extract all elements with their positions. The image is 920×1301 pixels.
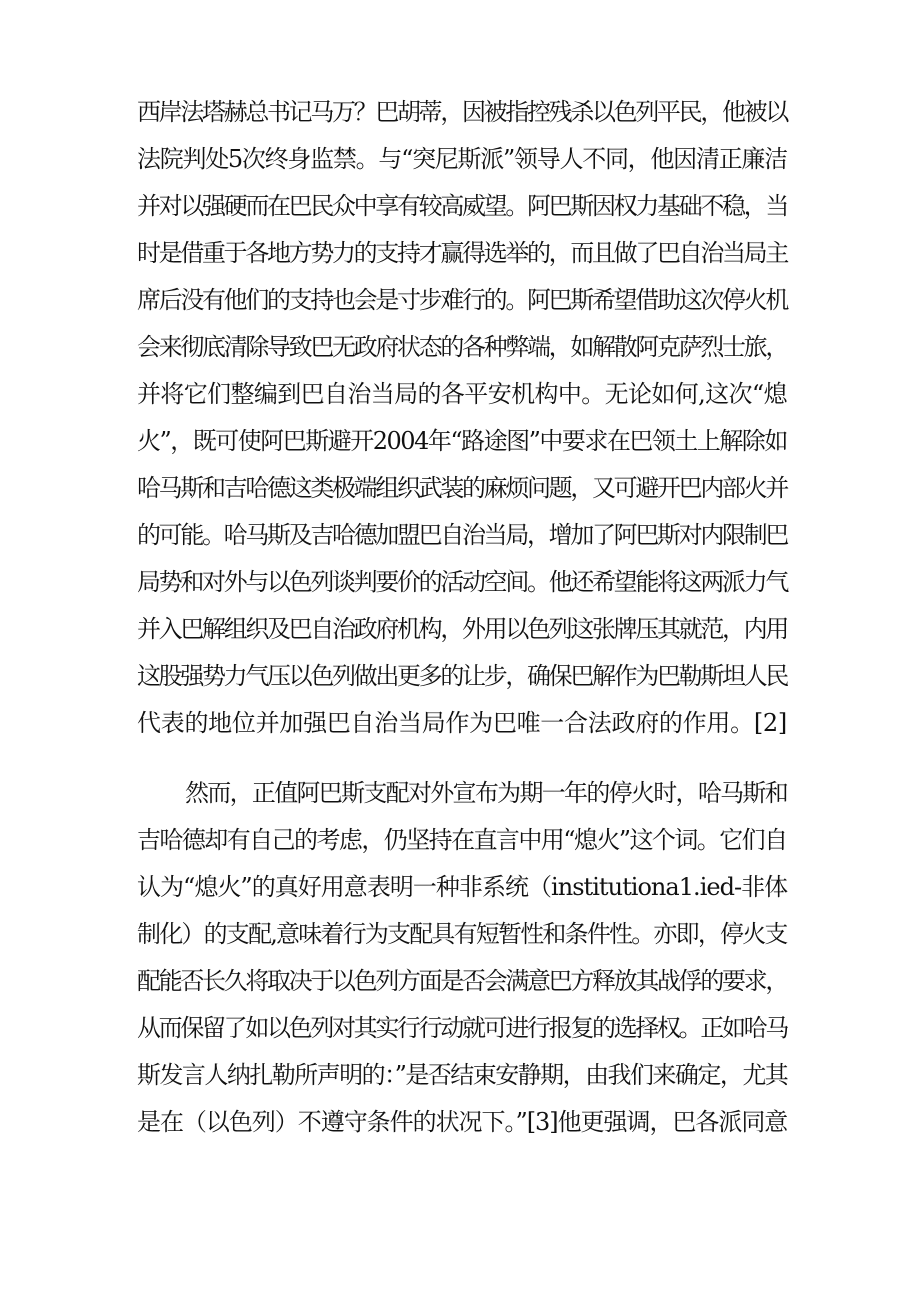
text-line: 局势和对外与以色列谈判要价的活动空间。他还希望能将这两派力气 <box>137 568 787 596</box>
text-line: 吉哈德却有自己的考虑，仍坚持在直言中用“熄火”这个词。它们自 <box>137 826 787 854</box>
text-line: 从而保留了如以色列对其实行行动就可进行报复的选择权。正如哈马 <box>137 1014 787 1042</box>
text-line: 配能否长久将取决于以色列方面是否会满意巴方释放其战俘的要求， <box>137 967 787 995</box>
text-line: 哈马斯和吉哈德这类极端组织武装的麻烦问题，又可避开巴内部火并 <box>137 474 787 502</box>
text-line: 的可能。哈马斯及吉哈德加盟巴自治当局，增加了阿巴斯对内限制巴 <box>137 521 787 549</box>
text-line: 认为“熄火”的真好用意表明一种非系统（institutiona1.ied-非体 <box>137 873 788 901</box>
text-line: 西岸法塔赫总书记马万？巴胡蒂，因被指控残杀以色列平民，他被以 <box>137 98 787 126</box>
text-line: 这股强势力气压以色列做出更多的让步，确保巴解作为巴勒斯坦人民 <box>137 662 787 690</box>
text-line: 时是借重于各地方势力的支持才赢得选举的，而且做了巴自治当局主 <box>137 239 787 267</box>
text-line: 斯发言人纳扎勒所声明的：”是否结束安静期，由我们来确定，尤其 <box>137 1061 788 1089</box>
text-line: 并入巴解组织及巴自治政府机构，外用以色列这张牌压其就范，内用 <box>137 615 787 643</box>
text-line: 会来彻底清除导致巴无政府状态的各种弊端，如解散阿克萨烈士旅， <box>137 333 787 361</box>
text-line-indented: 然而，正值阿巴斯支配对外宣布为期一年的停火时，哈马斯和 <box>185 779 787 807</box>
text-line: 席后没有他们的支持也会是寸步难行的。阿巴斯希望借助这次停火机 <box>137 286 787 314</box>
text-line: 是在（以色列）不遵守条件的状况下。”[3]他更强调，巴各派同意 <box>137 1108 788 1136</box>
text-line: 并对以强硬而在巴民众中享有较高威望。阿巴斯因权力基础不稳，当 <box>137 192 787 220</box>
text-line: 代表的地位并加强巴自治当局作为巴唯一合法政府的作用。[2] <box>137 709 787 737</box>
text-line: 制化）的支配,意味着行为支配具有短暂性和条件性。亦即，停火支 <box>137 920 787 948</box>
text-line: 并将它们整编到巴自治当局的各平安机构中。无论如何,这次“熄 <box>137 380 787 408</box>
text-line: 火”，既可使阿巴斯避开2004年“路途图”中要求在巴领土上解除如 <box>137 427 787 455</box>
text-line: 法院判处5次终身监禁。与“突尼斯派”领导人不同，他因清正廉洁 <box>137 145 787 173</box>
